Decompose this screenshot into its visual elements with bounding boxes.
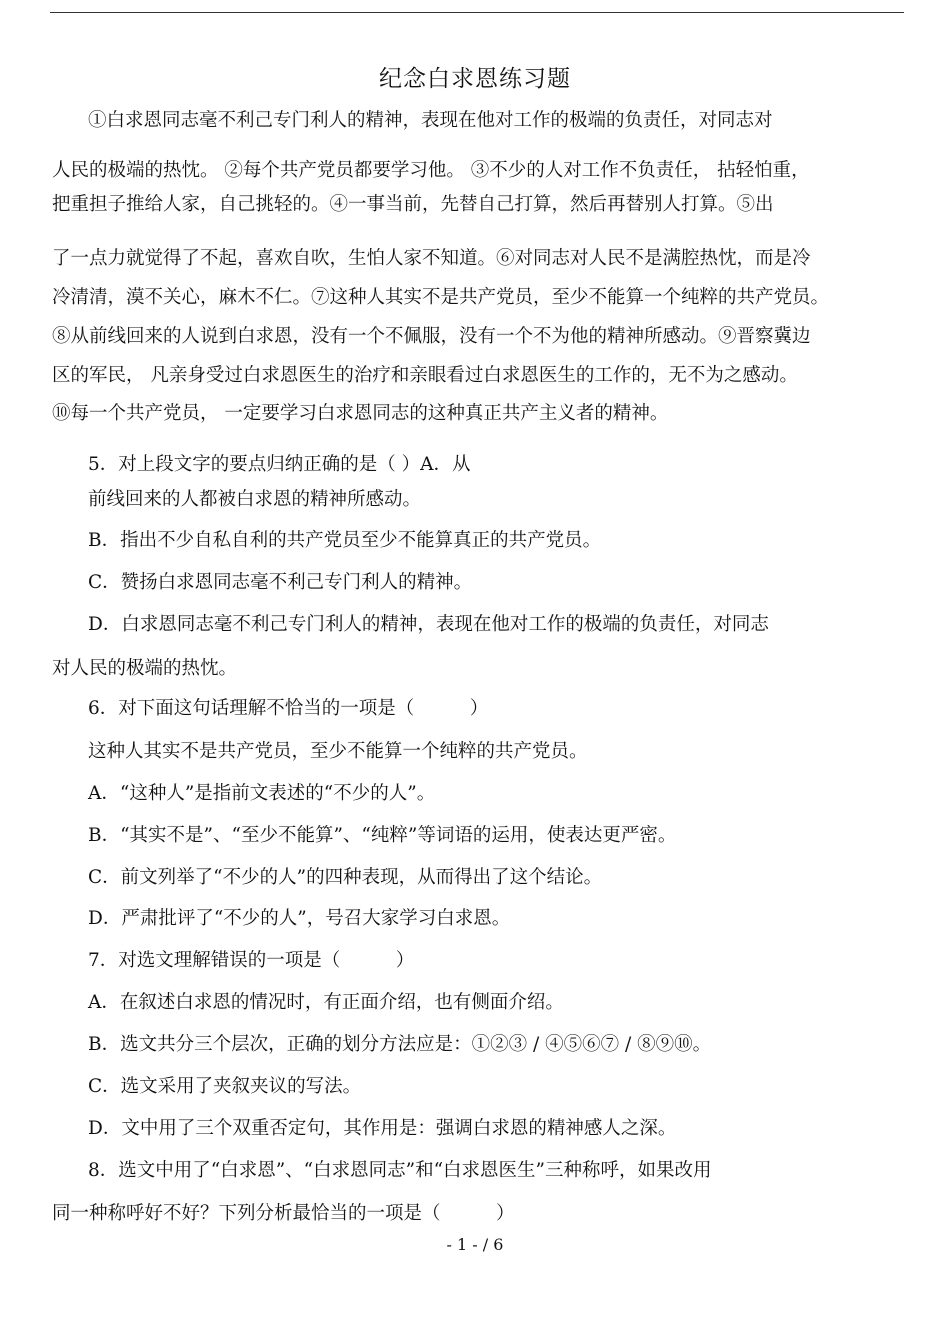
- question-6-stem: 6．对下面这句话理解不恰当的一项是（ ）: [88, 698, 489, 719]
- question-6-option-c: C．前文列举了“不少的人”的四种表现，从而得出了这个结论。: [88, 867, 603, 888]
- question-5-stem: 5．对上段文字的要点归纳正确的是（ ）A．从: [88, 454, 471, 475]
- question-7-option-b: B．选文共分三个层次，正确的划分方法应是：①②③ / ④⑤⑥⑦ / ⑧⑨⑩。: [88, 1034, 712, 1055]
- question-5-option-a: 前线回来的人都被白求恩的精神所感动。: [88, 489, 422, 510]
- question-7-option-a: A．在叙述白求恩的情况时，有正面介绍，也有侧面介绍。: [88, 992, 564, 1013]
- passage-line: ⑧从前线回来的人说到白求恩，没有一个不佩服，没有一个不为他的精神所感动。⑨晋察冀边: [52, 326, 811, 347]
- page-number: - 1 - / 6: [446, 1235, 504, 1254]
- question-6-option-d: D．严肃批评了“不少的人”，号召大家学习白求恩。: [88, 908, 511, 929]
- question-5-option-d-cont: 对人民的极端的热忱。: [52, 658, 238, 679]
- question-8-stem: 8．选文中用了“白求恩”、“白求恩同志”和“白求恩医生”三种称呼，如果改用: [88, 1160, 712, 1181]
- question-8-stem-cont: 同一种称呼好不好？下列分析最恰当的一项是（ ）: [52, 1203, 515, 1224]
- passage-line: ⑩每一个共产党员， 一定要学习白求恩同志的这种真正共产主义者的精神。: [52, 403, 669, 424]
- passage-line: 了一点力就觉得了不起，喜欢自吹，生怕人家不知道。⑥对同志对人民不是满腔热忱，而是冷: [52, 248, 811, 269]
- question-5-option-d: D．白求恩同志毫不利己专门利人的精神，表现在他对工作的极端的负责任，对同志: [88, 614, 769, 635]
- passage-line: 把重担子推给人家，自己挑轻的。④一事当前，先替自己打算，然后再替别人打算。⑤出: [52, 194, 774, 215]
- question-7-option-c: C．选文采用了夹叙夹议的写法。: [88, 1076, 362, 1097]
- passage-line: 冷清清，漠不关心，麻木不仁。⑦这种人其实不是共产党员，至少不能算一个纯粹的共产党员。: [52, 287, 830, 308]
- question-6-option-a: A．“这种人”是指前文表述的“不少的人”。: [88, 783, 436, 804]
- question-5-option-b: B．指出不少自私自利的共产党员至少不能算真正的共产党员。: [88, 530, 602, 551]
- passage-line: 区的军民， 凡亲身受过白求恩医生的治疗和亲眼看过白求恩医生的工作的，无不为之感动。: [52, 365, 798, 386]
- question-7-option-d: D．文中用了三个双重否定句，其作用是：强调白求恩的精神感人之深。: [88, 1118, 677, 1139]
- passage-line: 人民的极端的热忱。 ②每个共产党员都要学习他。 ③不少的人对工作不负责任， 拈轻怕重，: [52, 160, 810, 181]
- question-7-stem: 7．对选文理解错误的一项是（ ）: [88, 950, 415, 971]
- question-6-quote: 这种人其实不是共产党员，至少不能算一个纯粹的共产党员。: [88, 741, 588, 762]
- top-rule: [50, 12, 904, 13]
- page-title: 纪念白求恩练习题: [379, 66, 571, 92]
- question-6-option-b: B．“其实不是”、“至少不能算”、“纯粹”等词语的运用，使表达更严密。: [88, 825, 677, 846]
- question-5-option-c: C．赞扬白求恩同志毫不利己专门利人的精神。: [88, 572, 473, 593]
- passage-line: ①白求恩同志毫不利己专门利人的精神，表现在他对工作的极端的负责任，对同志对: [88, 110, 773, 131]
